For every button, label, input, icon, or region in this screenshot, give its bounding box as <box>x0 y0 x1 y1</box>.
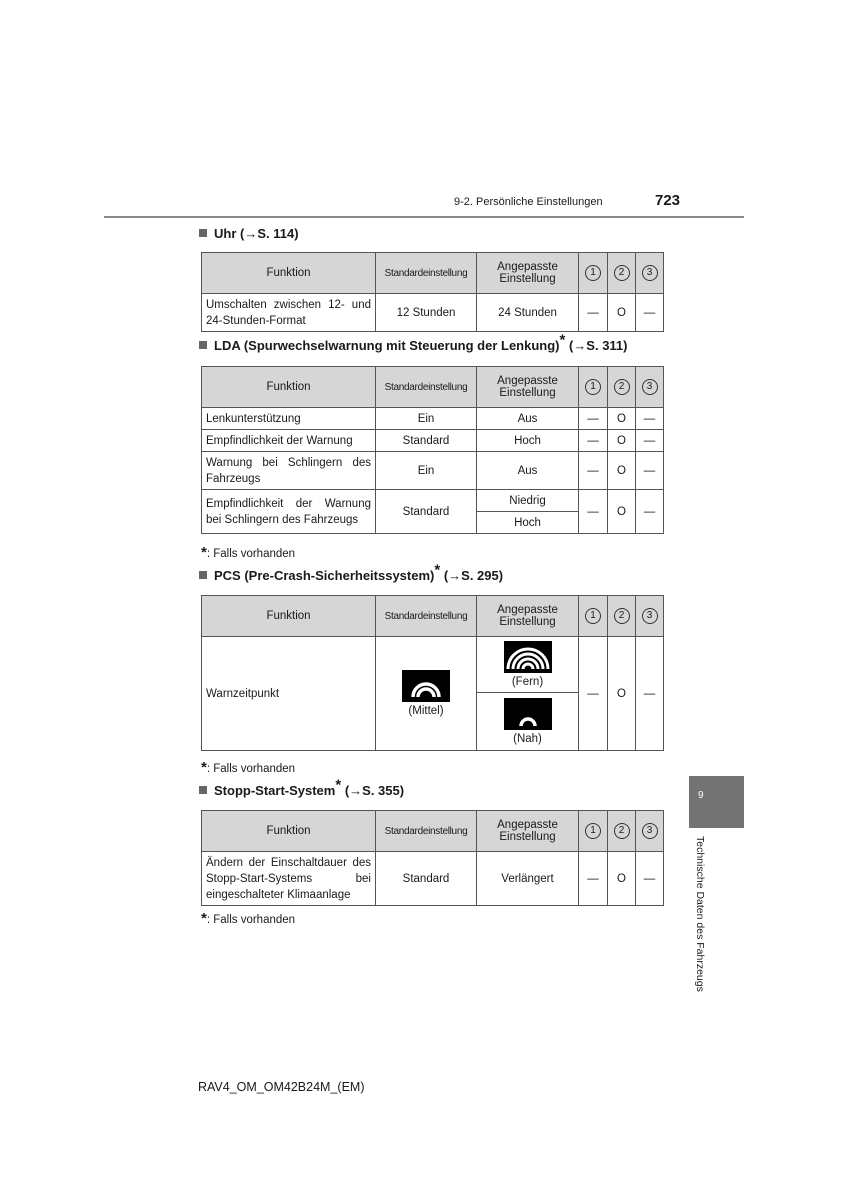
cell-custom: Verlängert <box>477 852 579 906</box>
cell-2: O <box>608 408 636 430</box>
col-funktion: Funktion <box>202 811 376 852</box>
cell-1: — <box>579 430 608 452</box>
bullet-square-icon <box>199 229 207 237</box>
cell-2: O <box>608 294 636 332</box>
cell-funktion: Umschalten zwischen 12- und 24-Stunden-Format <box>202 294 376 332</box>
col-standard: Standardeinstellung <box>376 596 477 637</box>
col-custom: Angepasste Einstellung <box>477 367 579 408</box>
table-row <box>202 452 664 490</box>
cell-custom: Aus <box>477 452 579 490</box>
col-2: 2 <box>608 367 636 408</box>
icon-caption: (Mittel) <box>408 705 444 717</box>
col-standard: Standardeinstellung <box>376 253 477 294</box>
icon-caption: (Fern) <box>511 676 544 688</box>
table-pcs <box>201 595 664 751</box>
col-custom: Angepasste Einstellung <box>477 253 579 294</box>
header-divider <box>104 216 744 218</box>
cell-3: — <box>636 490 664 534</box>
cell-custom-a-icon <box>477 637 579 693</box>
chapter-label: Technische Daten des Fahrzeugs <box>694 836 706 992</box>
table-header-row <box>202 253 664 294</box>
heading-pcs: PCS (Pre-Crash-Sicherheitssystem)* (→S. 295) <box>199 568 503 583</box>
heading-stopp-start: Stopp-Start-System* (→S. 355) <box>199 783 404 798</box>
warning-distance-near-icon <box>504 698 552 730</box>
col-3: 3 <box>636 811 664 852</box>
cell-funktion: Warnzeitpunkt <box>202 637 376 751</box>
table-row <box>202 490 664 512</box>
cell-custom: Hoch <box>477 430 579 452</box>
cell-1: — <box>579 852 608 906</box>
footnote-stopp-start: *: Falls vorhanden <box>201 910 296 927</box>
cell-1: — <box>579 490 608 534</box>
document-code: RAV4_OM_OM42B24M_(EM) <box>198 1080 365 1094</box>
chapter-number: 9 <box>698 790 704 801</box>
col-funktion: Funktion <box>202 253 376 294</box>
cell-2: O <box>608 637 636 751</box>
col-2: 2 <box>608 811 636 852</box>
cell-standard: Standard <box>376 852 477 906</box>
table-header-row <box>202 811 664 852</box>
bullet-square-icon <box>199 341 207 349</box>
cell-3: — <box>636 408 664 430</box>
col-standard: Standardeinstellung <box>376 367 477 408</box>
cell-funktion: Warnung bei Schlingern des Fahrzeugs <box>202 452 376 490</box>
col-1: 1 <box>579 596 608 637</box>
col-1: 1 <box>579 367 608 408</box>
cell-standard: Ein <box>376 452 477 490</box>
cell-standard: Standard <box>376 490 477 534</box>
col-funktion: Funktion <box>202 367 376 408</box>
footnote-pcs: *: Falls vorhanden <box>201 759 296 776</box>
table-row <box>202 430 664 452</box>
table-header-row <box>202 596 664 637</box>
heading-lda: LDA (Spurwechselwarnung mit Steuerung der Lenkung)* (→S. 311) <box>199 338 628 353</box>
cell-3: — <box>636 852 664 906</box>
cell-standard: Ein <box>376 408 477 430</box>
cell-1: — <box>579 408 608 430</box>
cell-2: O <box>608 852 636 906</box>
col-custom: Angepasste Einstellung <box>477 596 579 637</box>
cell-funktion: Empfindlichkeit der Warnung bei Schlingern des Fahrzeugs <box>202 490 376 534</box>
bullet-square-icon <box>199 571 207 579</box>
col-3: 3 <box>636 596 664 637</box>
cell-custom: Aus <box>477 408 579 430</box>
cell-3: — <box>636 430 664 452</box>
col-3: 3 <box>636 367 664 408</box>
bullet-square-icon <box>199 786 207 794</box>
cell-2: O <box>608 490 636 534</box>
table-row <box>202 408 664 430</box>
cell-3: — <box>636 452 664 490</box>
cell-1: — <box>579 637 608 751</box>
cell-1: — <box>579 294 608 332</box>
table-lda <box>201 366 664 534</box>
cell-standard: 12 Stunden <box>376 294 477 332</box>
col-2: 2 <box>608 253 636 294</box>
col-standard: Standardeinstellung <box>376 811 477 852</box>
section-header: 9-2. Persönliche Einstellungen <box>454 196 603 208</box>
col-2: 2 <box>608 596 636 637</box>
col-custom: Angepasste Einstellung <box>477 811 579 852</box>
cell-custom-b: Hoch <box>477 512 579 534</box>
col-funktion: Funktion <box>202 596 376 637</box>
cell-custom-a: Niedrig <box>477 490 579 512</box>
cell-2: O <box>608 452 636 490</box>
cell-3: — <box>636 294 664 332</box>
icon-caption: (Nah) <box>513 733 542 745</box>
table-uhr <box>201 252 664 332</box>
chapter-tab <box>689 776 744 828</box>
cell-standard-icon <box>376 637 477 751</box>
col-1: 1 <box>579 253 608 294</box>
col-3: 3 <box>636 253 664 294</box>
heading-uhr: Uhr (→S. 114) <box>199 226 299 241</box>
table-header-row <box>202 367 664 408</box>
page-number: 723 <box>655 192 681 209</box>
warning-distance-medium-icon <box>402 670 450 702</box>
cell-standard: Standard <box>376 430 477 452</box>
warning-distance-far-icon <box>504 641 552 673</box>
table-stopp-start <box>201 810 664 906</box>
table-row <box>202 294 664 332</box>
cell-2: O <box>608 430 636 452</box>
cell-funktion: Lenkunterstützung <box>202 408 376 430</box>
footnote-lda: *: Falls vorhanden <box>201 544 296 561</box>
cell-funktion: Ändern der Einschaltdauer des Stopp-Start-Systems bei eingeschalteter Klimaanlage <box>202 852 376 906</box>
table-row <box>202 637 664 693</box>
table-row <box>202 852 664 906</box>
cell-3: — <box>636 637 664 751</box>
cell-custom-b-icon <box>477 693 579 751</box>
cell-1: — <box>579 452 608 490</box>
cell-funktion: Empfindlichkeit der Warnung <box>202 430 376 452</box>
col-1: 1 <box>579 811 608 852</box>
cell-custom: 24 Stunden <box>477 294 579 332</box>
